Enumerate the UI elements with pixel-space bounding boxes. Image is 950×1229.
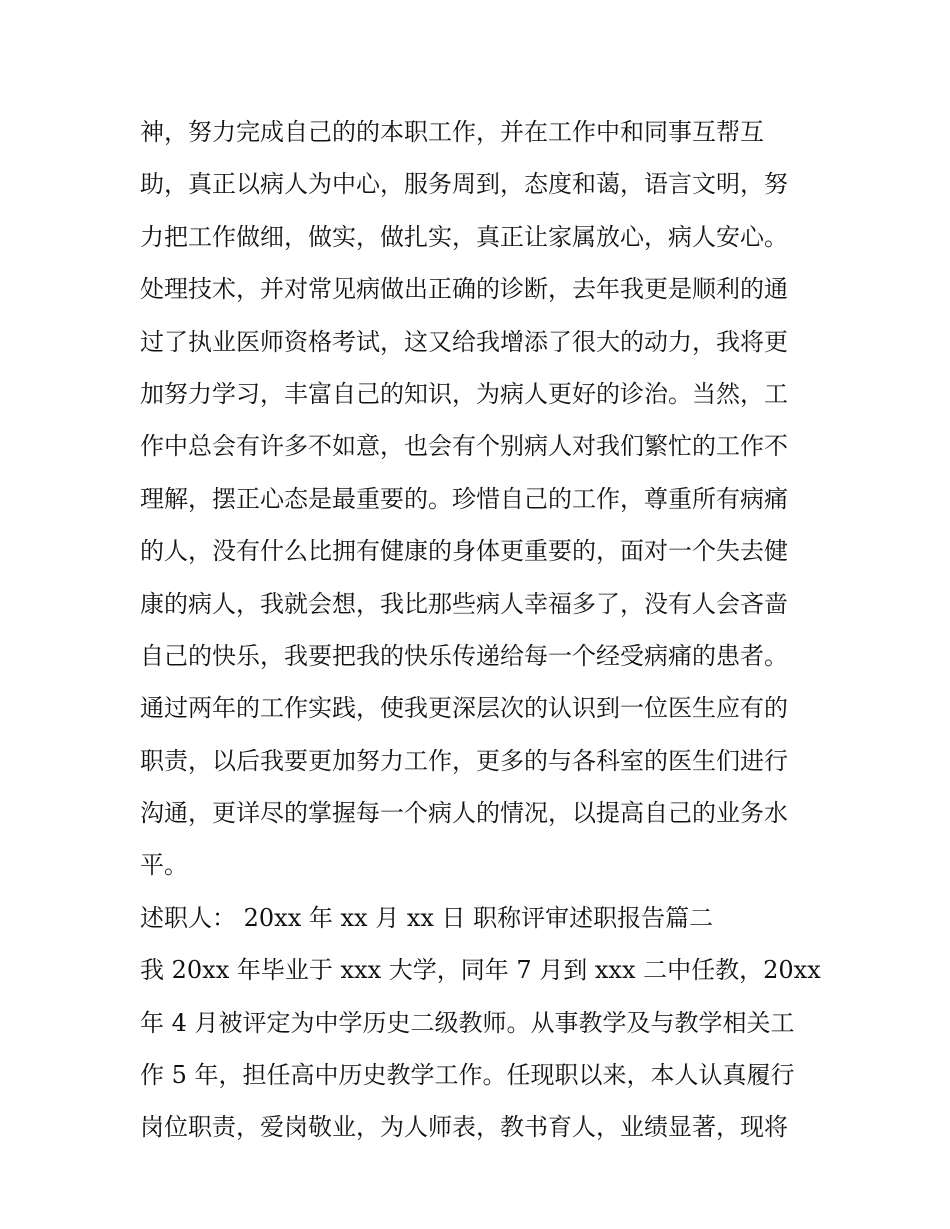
- text-line: 理解，摆正心态是最重要的。珍惜自己的工作，尊重所有病痛: [140, 484, 788, 513]
- text-line: 助，真正以病人为中心，服务周到，态度和蔼，语言文明，努: [140, 170, 788, 199]
- text-line: 平。: [140, 851, 188, 880]
- signature-and-heading-line: 述职人： 20xx 年 xx 月 xx 日 职称评审述职报告篇二: [140, 903, 714, 932]
- body-text: [140, 106, 820, 1154]
- text-line: 通过两年的工作实践，使我更深层次的认识到一位医生应有的: [140, 694, 788, 723]
- text-line: 的人，没有什么比拥有健康的身体更重要的，面对一个失去健: [140, 537, 788, 566]
- text-line: 神，努力完成自己的的本职工作，并在工作中和同事互帮互: [140, 118, 764, 146]
- text-line: 岗位职责，爱岗敬业，为人师表，教书育人，业绩显著，现将: [140, 1113, 788, 1142]
- text-line: 自己的快乐，我要把我的快乐传递给每一个经受病痛的患者。: [140, 641, 788, 670]
- text-line: 力把工作做细，做实，做扎实，真正让家属放心，病人安心。: [140, 222, 788, 251]
- text-line: 处理技术，并对常见病做出正确的诊断，去年我更是顺利的通: [140, 275, 788, 304]
- text-line: 作中总会有许多不如意，也会有个别病人对我们繁忙的工作不: [140, 432, 788, 461]
- text-line: 作 5 年，担任高中历史教学工作。任现职以来，本人认真履行: [140, 1061, 795, 1090]
- text-line: 沟通，更详尽的掌握每一个病人的情况，以提高自己的业务水: [140, 799, 788, 828]
- text-line: 年 4 月被评定为中学历史二级教师。从事教学及与教学相关工: [140, 1008, 795, 1037]
- text-line: 加努力学习，丰富自己的知识，为病人更好的诊治。当然，工: [140, 379, 788, 408]
- text-line: 职责，以后我要更加努力工作，更多的与各科室的医生们进行: [140, 746, 788, 775]
- text-line: 过了执业医师资格考试，这又给我增添了很大的动力，我将更: [140, 327, 788, 356]
- text-line: 康的病人，我就会想，我比那些病人幸福多了，没有人会吝啬: [140, 589, 788, 618]
- text-line: 我 20xx 年毕业于 xxx 大学，同年 7 月到 xxx 二中任教，20xx: [140, 956, 821, 985]
